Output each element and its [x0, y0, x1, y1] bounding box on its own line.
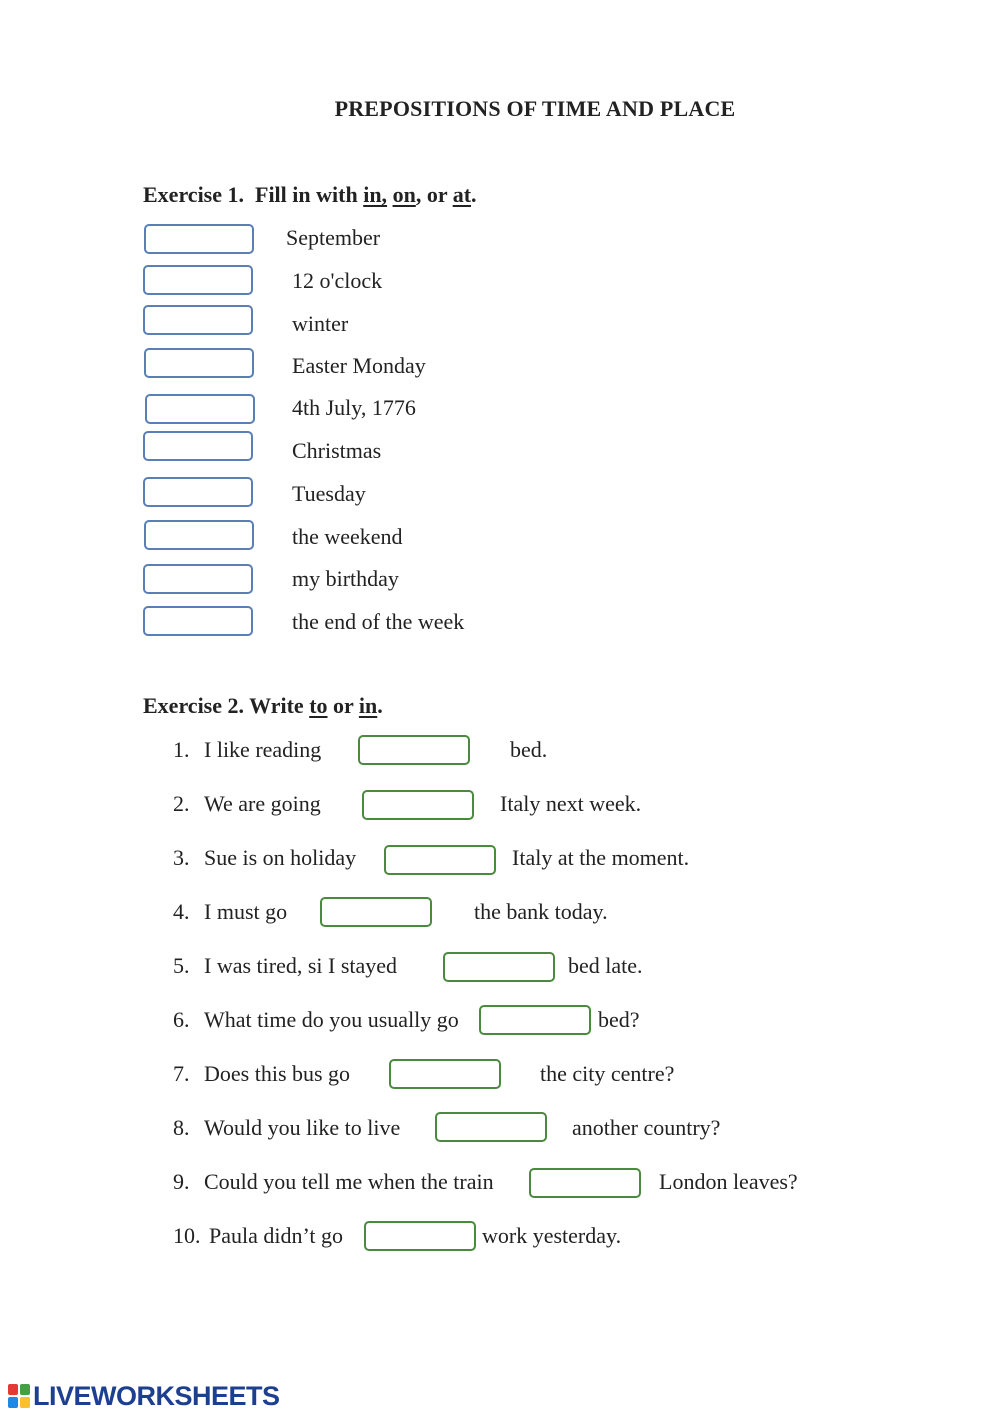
ex2-num-10: 10. [173, 1223, 201, 1248]
separator: or [327, 693, 359, 718]
ex1-item-9: my birthday [292, 566, 399, 591]
ex2-before-10: Paula didn’t go [209, 1223, 344, 1248]
answer-box-9[interactable] [143, 564, 253, 594]
ex2-answer-box-2[interactable] [362, 790, 474, 820]
ex1-item-1: September [286, 225, 381, 250]
ex2-before-9: Could you tell me when the train [204, 1169, 494, 1194]
answer-box-8[interactable] [144, 520, 254, 550]
option-in: in [358, 693, 378, 718]
answer-box-6[interactable] [143, 431, 253, 461]
ex2-num-9: 9. [173, 1169, 190, 1194]
exercise-1-label: Exercise 1. Fill in with [143, 182, 364, 207]
period: . [377, 693, 383, 718]
ex2-num-6: 6. [173, 1007, 190, 1032]
ex2-before-1: I like reading [204, 737, 322, 762]
ex2-answer-box-7[interactable] [389, 1059, 501, 1089]
ex2-before-6: What time do you usually go [204, 1007, 459, 1032]
ex2-answer-box-10[interactable] [364, 1221, 476, 1251]
logo-block-blue [8, 1397, 18, 1408]
ex1-item-2: 12 o'clock [292, 268, 383, 293]
ex2-num-7: 7. [173, 1061, 190, 1086]
answer-box-2[interactable] [143, 265, 253, 295]
ex2-after-1: bed. [510, 737, 548, 762]
ex2-num-3: 3. [173, 845, 190, 870]
ex2-answer-box-1[interactable] [358, 735, 470, 765]
ex2-num-8: 8. [173, 1115, 190, 1140]
ex2-after-4: the bank today. [474, 899, 608, 924]
ex2-after-8: another country? [572, 1115, 721, 1140]
logo-block-red [8, 1384, 18, 1395]
ex2-before-4: I must go [204, 899, 288, 924]
ex2-after-9: London leaves? [659, 1169, 798, 1194]
exercise-2-heading [143, 693, 383, 719]
option-to: to [309, 693, 328, 718]
ex2-num-1: 1. [173, 737, 190, 762]
ex1-item-10: the end of the week [292, 609, 465, 634]
liveworksheets-logo[interactable] [8, 1382, 280, 1410]
answer-box-7[interactable] [143, 477, 253, 507]
ex2-after-10: work yesterday. [482, 1223, 622, 1248]
page-title: PREPOSITIONS OF TIME AND PLACE [334, 96, 736, 121]
ex2-answer-box-3[interactable] [384, 845, 496, 875]
ex2-answer-box-5[interactable] [443, 952, 555, 982]
ex2-num-5: 5. [173, 953, 190, 978]
ex1-item-6: Christmas [292, 438, 382, 463]
logo-block-yellow [20, 1397, 30, 1408]
answer-box-4[interactable] [144, 348, 254, 378]
period: . [471, 182, 477, 207]
ex1-item-5: 4th July, 1776 [292, 395, 416, 420]
ex2-before-8: Would you like to live [204, 1115, 401, 1140]
ex2-answer-box-8[interactable] [435, 1112, 547, 1142]
exercise-2-label: Exercise 2. Write [143, 693, 310, 718]
ex2-after-7: the city centre? [540, 1061, 675, 1086]
ex2-before-7: Does this bus go [204, 1061, 351, 1086]
option-in: in, [363, 182, 388, 207]
ex2-before-2: We are going [204, 791, 321, 816]
answer-box-1[interactable] [144, 224, 254, 254]
ex2-after-3: Italy at the moment. [512, 845, 690, 870]
ex2-before-5: I was tired, si I stayed [204, 953, 398, 978]
ex2-after-6: bed? [598, 1007, 640, 1032]
ex1-item-8: the weekend [292, 524, 403, 549]
answer-box-3[interactable] [143, 305, 253, 335]
ex2-num-4: 4. [173, 899, 190, 924]
answer-box-5[interactable] [145, 394, 255, 424]
ex1-item-7: Tuesday [292, 481, 366, 506]
ex2-answer-box-9[interactable] [529, 1168, 641, 1198]
exercise-1-heading [143, 182, 477, 208]
logo-text: LIVEWORKSHEETS [33, 1380, 280, 1411]
logo-blocks-icon [8, 1384, 30, 1408]
ex2-after-5: bed late. [568, 953, 643, 978]
ex1-item-3: winter [292, 311, 349, 336]
logo-block-green [20, 1384, 30, 1395]
answer-box-10[interactable] [143, 606, 253, 636]
ex2-after-2: Italy next week. [500, 791, 642, 816]
ex2-num-2: 2. [173, 791, 190, 816]
ex2-answer-box-6[interactable] [479, 1005, 591, 1035]
separator: , or [415, 182, 453, 207]
ex2-answer-box-4[interactable] [320, 897, 432, 927]
option-on: on [392, 182, 416, 207]
option-at: at [452, 182, 472, 207]
ex1-item-4: Easter Monday [292, 353, 426, 378]
ex2-before-3: Sue is on holiday [204, 845, 357, 870]
